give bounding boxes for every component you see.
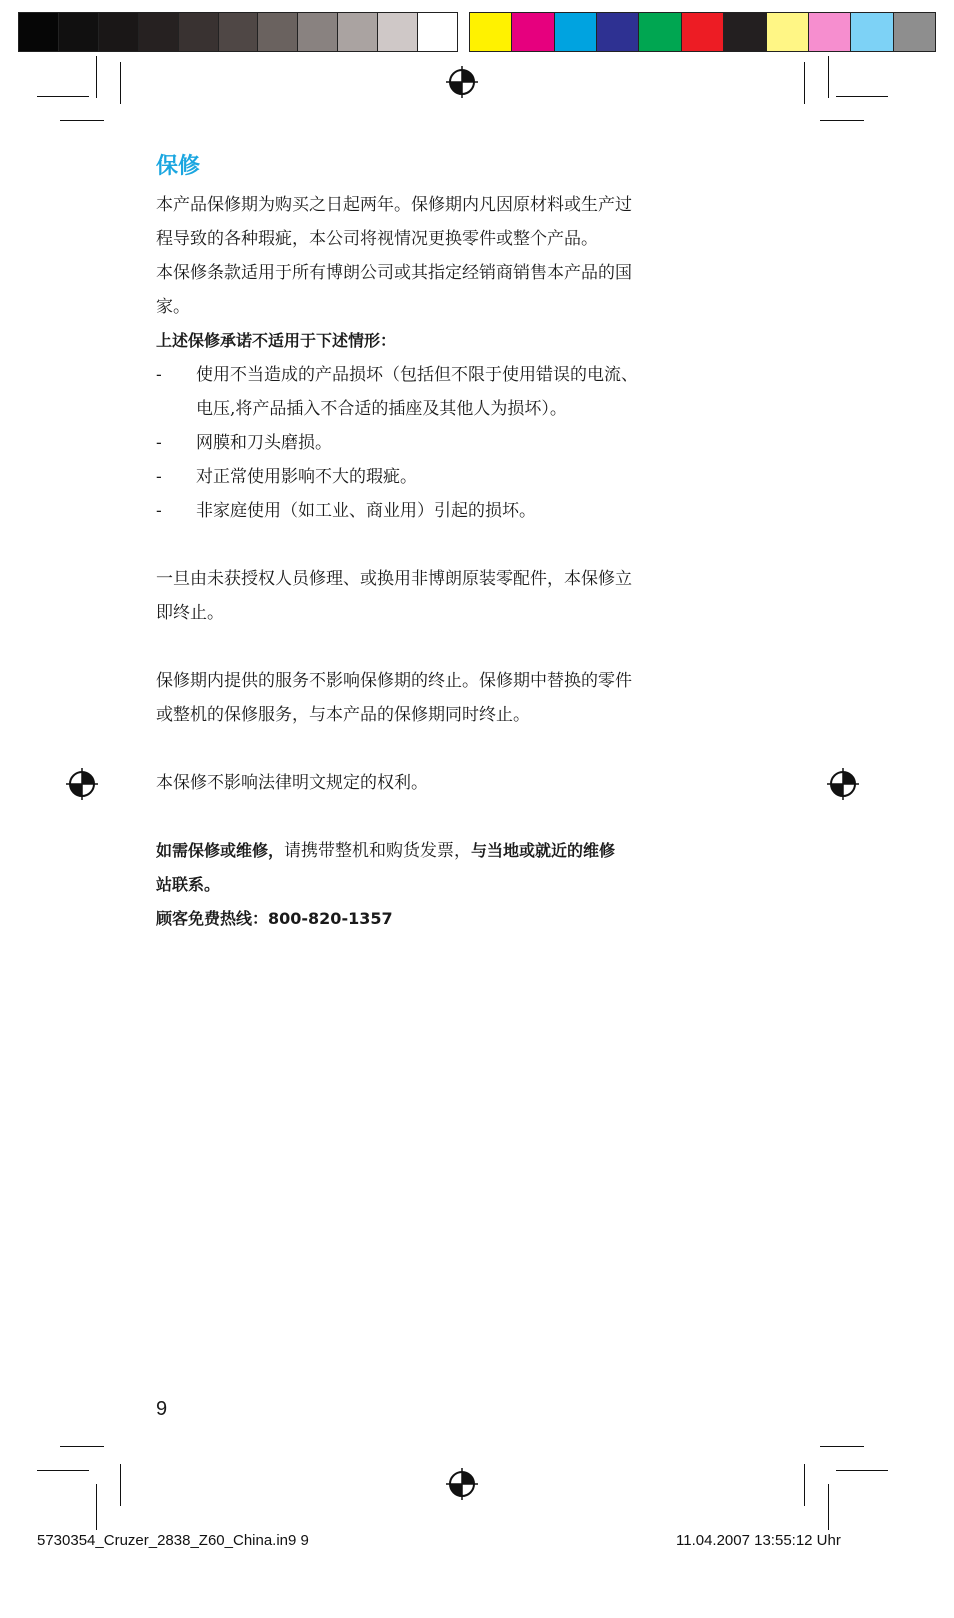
color-swatch — [59, 13, 99, 51]
color-swatch — [99, 13, 139, 51]
exclusions-list — [156, 358, 726, 528]
registration-mark-icon — [446, 1468, 478, 1500]
paragraph-service: 保修期内提供的服务不影响保修期的终止。保修期中替换的零件 或整机的保修服务，与本产品的保修期同时终止。 — [156, 671, 632, 725]
list-item: - 使用不当造成的产品损坏（包括但不限于使用错误的电流、 电压,将产品插入不合适的插座及其他人为损坏）。 — [156, 365, 638, 419]
list-item: - 对正常使用影响不大的瑕疵。 — [156, 467, 417, 487]
color-swatch — [470, 13, 512, 51]
color-swatch — [555, 13, 597, 51]
crop-mark — [37, 1470, 89, 1471]
color-swatch — [179, 13, 219, 51]
page-title: 保修 — [156, 154, 201, 179]
crop-mark — [120, 1464, 121, 1506]
process-color-bar — [469, 12, 936, 52]
crop-mark — [804, 1464, 805, 1506]
grayscale-color-bar — [18, 12, 458, 52]
crop-mark — [120, 62, 121, 104]
color-swatch — [682, 13, 724, 51]
color-swatch — [724, 13, 766, 51]
crop-mark — [836, 1470, 888, 1471]
crop-mark — [37, 96, 89, 97]
crop-mark — [828, 56, 829, 98]
color-swatch — [258, 13, 298, 51]
color-swatch — [139, 13, 179, 51]
crop-mark — [96, 1484, 97, 1530]
color-swatch — [219, 13, 259, 51]
exclusions-heading: 上述保修承诺不适用于下述情形： — [156, 331, 397, 350]
color-swatch — [512, 13, 554, 51]
color-swatch — [597, 13, 639, 51]
crop-mark — [836, 96, 888, 97]
crop-mark — [828, 1484, 829, 1530]
color-swatch — [298, 13, 338, 51]
warranty-section — [156, 152, 726, 936]
color-swatch — [894, 13, 935, 51]
crop-mark — [60, 120, 104, 121]
crop-mark — [60, 1446, 104, 1447]
page-number: 9 — [156, 1398, 168, 1420]
crop-mark — [96, 56, 97, 98]
paragraph-legal-rights: 本保修不影响法律明文规定的权利。 — [156, 773, 428, 793]
color-swatch — [639, 13, 681, 51]
color-swatch — [418, 13, 457, 51]
list-item: - 网膜和刀头磨损。 — [156, 433, 332, 453]
crop-mark — [820, 120, 864, 121]
color-swatch — [809, 13, 851, 51]
footer-filename: 5730354_Cruzer_2838_Z60_China.in9 9 — [37, 1532, 309, 1549]
hotline: 顾客免费热线：800-820-1357 — [156, 909, 393, 928]
footer-datetime: 11.04.2007 13:55:12 Uhr — [676, 1532, 841, 1549]
color-swatch — [338, 13, 378, 51]
registration-mark-icon — [66, 768, 98, 800]
paragraph-warranty-period: 本产品保修期为购买之日起两年。保修期内凡因原材料或生产过 程导致的各种瑕疵，本公司将视情况更换零件或整个产品。 — [156, 195, 632, 249]
paragraph-termination: 一旦由未获授权人员修理、或换用非博朗原装零配件，本保修立 即终止。 — [156, 569, 632, 623]
color-swatch — [767, 13, 809, 51]
paragraph-contact: 如需保修或维修，请携带整机和购货发票，与当地或就近的维修 站联系。 — [156, 841, 616, 894]
registration-mark-icon — [827, 768, 859, 800]
paragraph-warranty-scope: 本保修条款适用于所有博朗公司或其指定经销商销售本产品的国 家。 — [156, 263, 632, 317]
registration-mark-icon — [446, 66, 478, 98]
color-swatch — [19, 13, 59, 51]
crop-mark — [820, 1446, 864, 1447]
crop-mark — [804, 62, 805, 104]
color-swatch — [378, 13, 418, 51]
color-swatch — [851, 13, 893, 51]
list-item: - 非家庭使用（如工业、商业用）引起的损坏。 — [156, 501, 536, 521]
